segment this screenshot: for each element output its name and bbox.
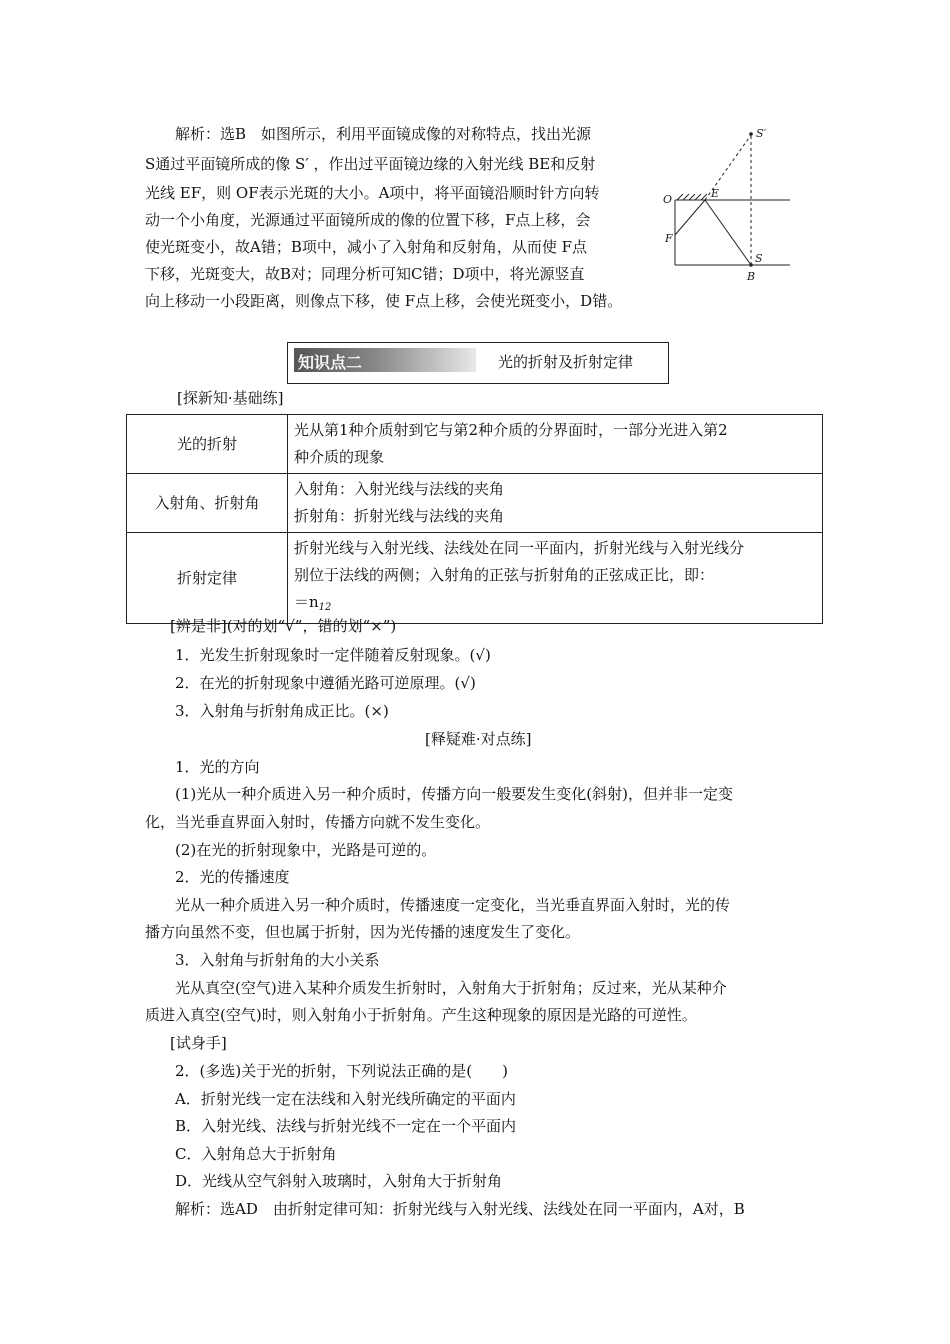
trial-label: [试身手]: [170, 1034, 227, 1052]
analysis-line: S通过平面镜所成的像 S′ ，作出过平面镜边缘的入射光线 BE和反射: [145, 155, 596, 173]
analysis-line: 下移，光斑变大，故B对；同理分析可知C错；D项中，将光源竖直: [145, 265, 585, 283]
paragraph-line: 化，当光垂直界面入射时，传播方向就不发生变化。: [145, 813, 491, 831]
subheading: 3．入射角与折射角的大小关系: [175, 951, 380, 969]
mirror-diagram: [655, 125, 805, 285]
knowledge-table: [126, 414, 823, 624]
list-item: 2．在光的折射现象中遵循光路可逆原理。(√): [175, 674, 476, 692]
reflected-ray: [675, 200, 705, 235]
row-body: 光从第1种介质射到它与第2种介质的分界面时，一部分光进入第2 种介质的现象: [288, 415, 823, 474]
question: 2．(多选)关于光的折射，下列说法正确的是( ): [175, 1062, 508, 1080]
option-d: D．光线从空气斜射入玻璃时，入射角大于折射角: [175, 1172, 503, 1190]
table-row: [127, 415, 823, 474]
judge-label: [辨是非](对的划“√”，错的划“×”): [170, 617, 397, 635]
label-s-prime: S′: [756, 127, 767, 140]
label-f: F: [665, 232, 673, 245]
row-head: 入射角、折射角: [127, 474, 288, 533]
mirror-hatch: [677, 194, 707, 200]
analysis-line: 光线 EF，则 OF表示光斑的大小。A项中，将平面镜沿顺时针方向转: [145, 184, 600, 202]
answer-line: 解析：选AD 由折射定律可知：折射光线与入射光线、法线处在同一平面内，A对，B: [175, 1200, 745, 1218]
table-row: [127, 474, 823, 533]
list-item: 3．入射角与折射角成正比。(×): [175, 702, 389, 720]
section-tag: 知识点二: [294, 348, 476, 372]
paragraph-line: 质进入真空(空气)时，则入射角小于折射角。产生这种现象的原因是光路的可逆性。: [145, 1006, 697, 1024]
paragraph-line: 光从真空(空气)进入某种介质发生折射时，入射角大于折射角；反过来，光从某种介: [175, 979, 727, 997]
label-o: O: [663, 193, 673, 206]
label-e: E: [711, 187, 720, 200]
section-heading: [287, 342, 669, 384]
explain-label: [释疑难·对点练]: [425, 730, 532, 748]
row-head: 折射定律: [127, 533, 288, 624]
row-body: 入射角：入射光线与法线的夹角 折射角：折射光线与法线的夹角: [288, 474, 823, 533]
option-c: C．入射角总大于折射角: [175, 1145, 337, 1163]
analysis-line: 动一个小角度，光源通过平面镜所成的像的位置下移，F点上移，会: [145, 211, 591, 229]
label-s: S: [755, 252, 763, 265]
paragraph-line: (1)光从一种介质进入另一种介质时，传播方向一般要发生变化(斜射)，但并非一定变: [175, 785, 733, 803]
option-a: A．折射光线一定在法线和入射光线所确定的平面内: [175, 1090, 516, 1108]
row-body: 折射光线与入射光线、法线处在同一平面内，折射光线与入射光线分 别位于法线的两侧；入射角的正弦与折射角的正弦成正比，即： $=n_{12}$: [288, 533, 823, 624]
subheading: 2．光的传播速度: [175, 868, 290, 886]
analysis-line: 解析：选B 如图所示，利用平面镜成像的对称特点，找出光源: [175, 125, 592, 143]
subheading: 1．光的方向: [175, 758, 260, 776]
basic-label: [探新知·基础练]: [177, 389, 284, 407]
analysis-line: 向上移动一小段距离，则像点下移，使 F点上移，会使光斑变小，D错。: [145, 292, 623, 310]
paragraph-line: 播方向虽然不变，但也属于折射，因为光传播的速度发生了变化。: [145, 923, 581, 941]
paragraph-line: 光从一种介质进入另一种介质时，传播速度一定变化，当光垂直界面入射时，光的传: [175, 896, 731, 914]
analysis-line: 使光斑变小，故A错；B项中，减小了入射角和反射角，从而使 F点: [145, 238, 588, 256]
paragraph-line: (2)在光的折射现象中，光路是可逆的。: [175, 841, 437, 859]
option-b: B．入射光线、法线与折射光线不一定在一个平面内: [175, 1117, 517, 1135]
label-b: B: [747, 270, 756, 283]
list-item: 1．光发生折射现象时一定伴随着反射现象。(√): [175, 646, 491, 664]
section-title: 光的折射及折射定律: [498, 353, 634, 371]
incident-ray: [705, 200, 751, 265]
table-row: [127, 533, 823, 624]
row-head: 光的折射: [127, 415, 288, 474]
